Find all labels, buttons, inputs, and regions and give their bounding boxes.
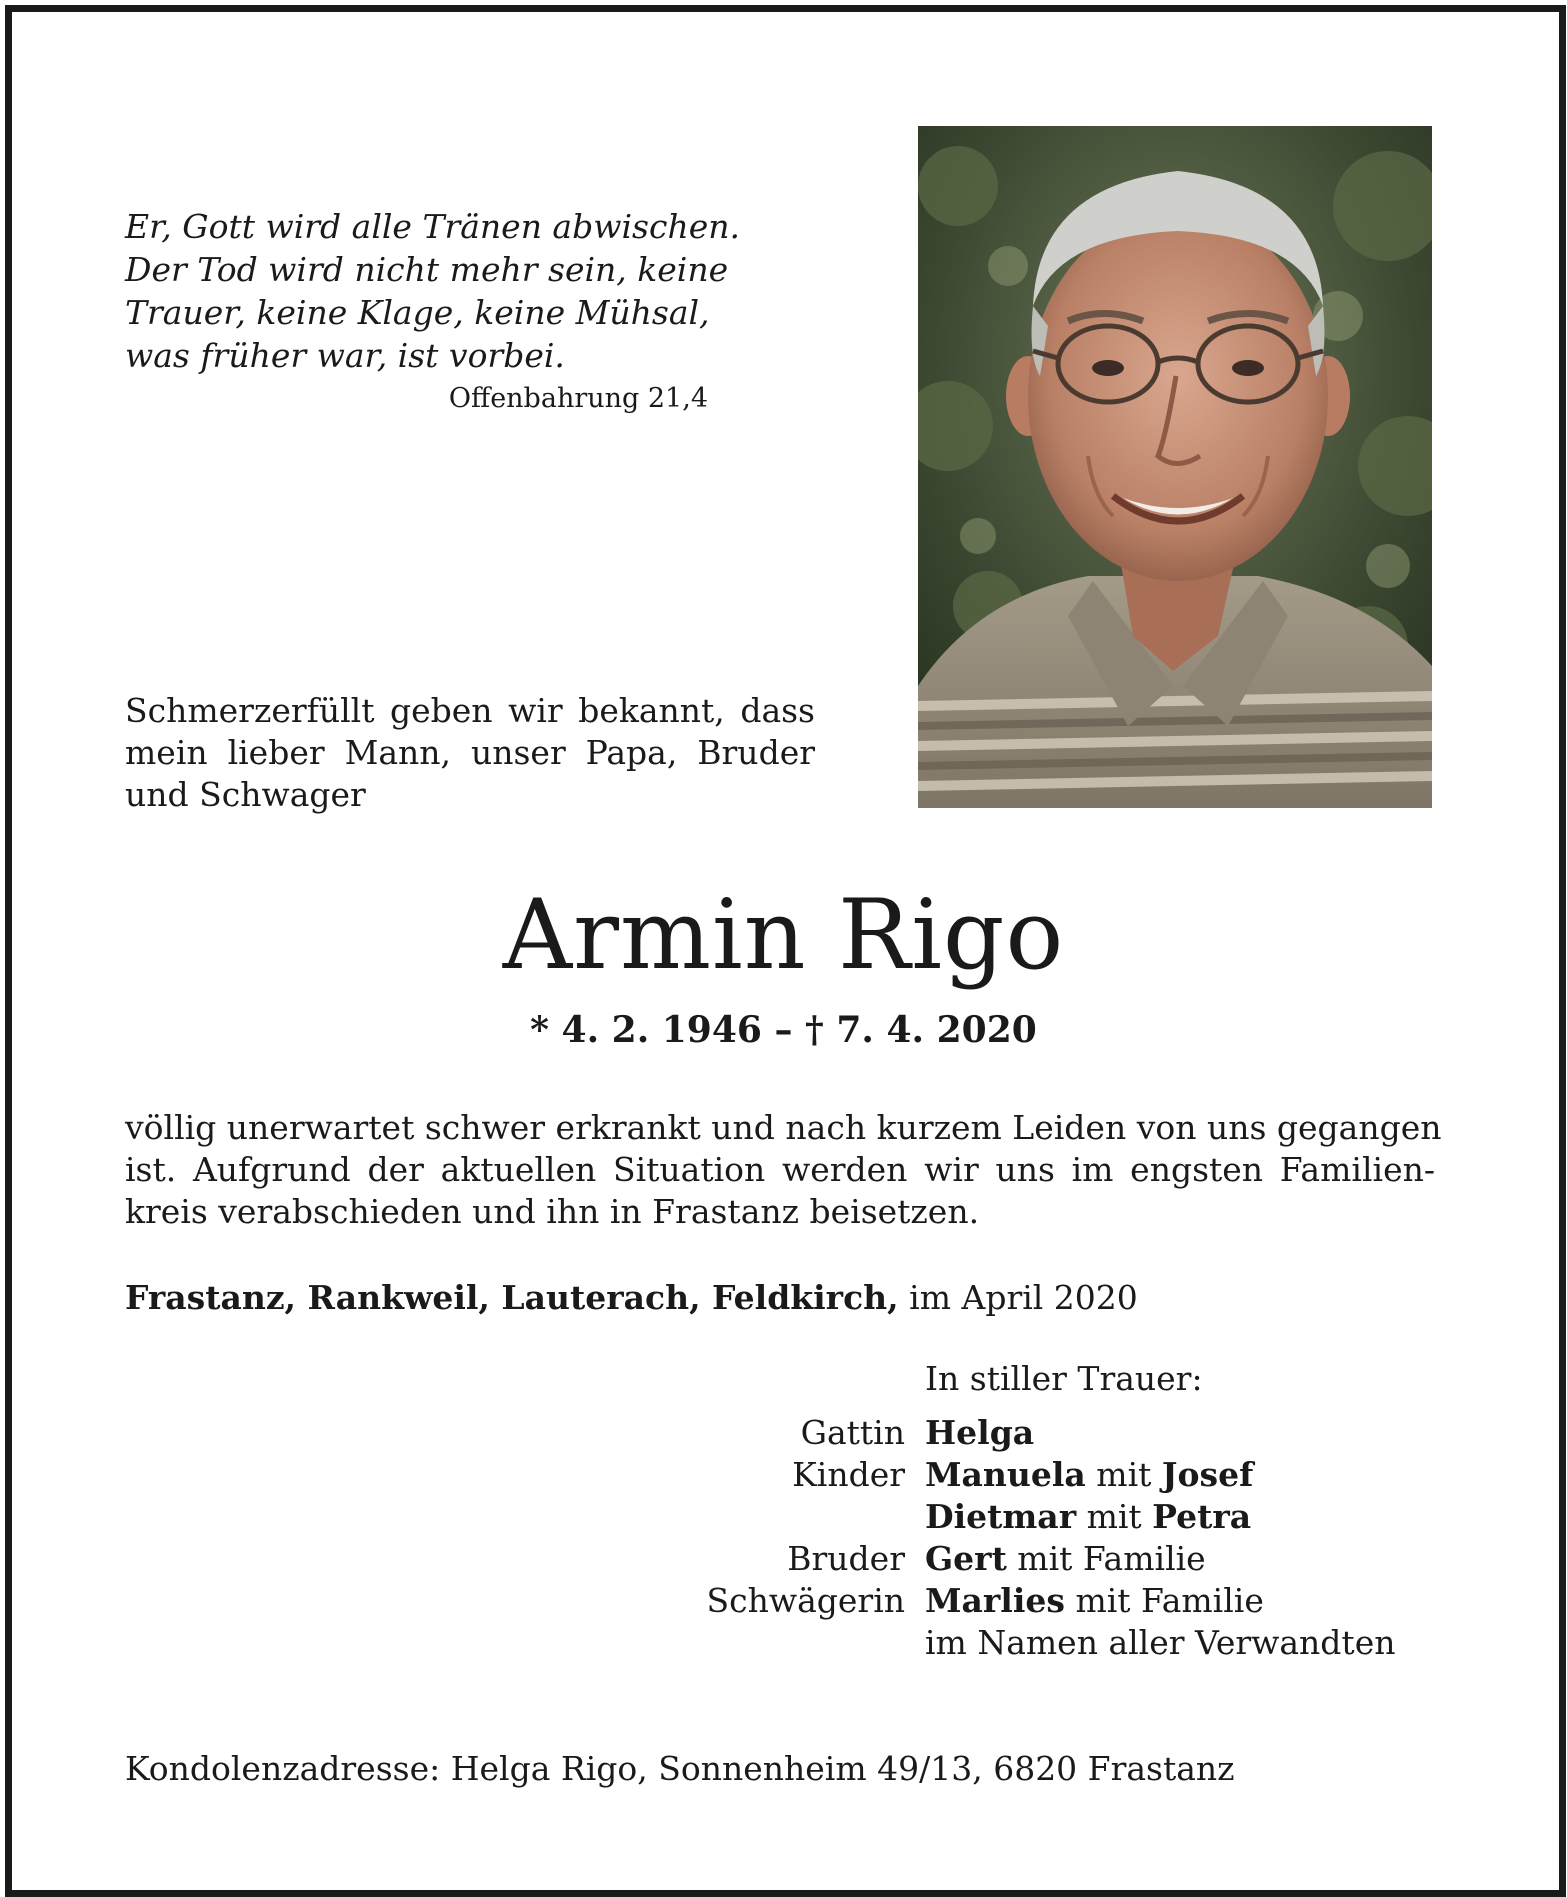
mourner-relation: Gattin: [800, 1413, 905, 1452]
mourner-row: [600, 1622, 1460, 1664]
portrait-image: [918, 126, 1432, 808]
quote-line: was früher war, ist vorbei.: [125, 336, 565, 375]
mourner-name: Gert: [925, 1539, 1007, 1578]
mourner-row: [600, 1454, 1460, 1496]
mourner-relation: Schwägerin: [706, 1581, 905, 1620]
mourner-names: [925, 1622, 1395, 1664]
announcement-body: [125, 1107, 1442, 1233]
mourner-name: Marlies: [925, 1581, 1065, 1620]
body-line: völlig unerwartet schwer erkrankt und nach kurzem Leiden von uns gegangen: [125, 1108, 1442, 1147]
mourner-name: Josef: [1161, 1455, 1254, 1494]
intro-line: mein lieber Mann, unser Papa, Bruder: [125, 733, 815, 772]
mourner-names: [925, 1454, 1253, 1496]
mourner-names: [925, 1496, 1251, 1538]
announcement-intro: [125, 690, 815, 816]
mourner-row: [600, 1496, 1460, 1538]
mourner-names: [925, 1580, 1264, 1622]
mourners-title: In stiller Trauer:: [925, 1359, 1203, 1398]
mourner-row: [600, 1412, 1460, 1454]
portrait-photo: [918, 126, 1432, 808]
condolence-address: Kondolenzadresse: Helga Rigo, Sonnenheim 49/13, 6820 Frastanz: [125, 1749, 1235, 1788]
intro-line: und Schwager: [125, 775, 366, 814]
mourner-connector: mit: [1076, 1497, 1153, 1536]
intro-line: Schmerzerfüllt geben wir bekannt, dass: [125, 691, 815, 730]
mourner-name: Petra: [1152, 1497, 1252, 1536]
mourner-tail: mit Familie: [1006, 1539, 1206, 1578]
mourner-tail: mit Familie: [1064, 1581, 1264, 1620]
mourners-list: [600, 1412, 1460, 1664]
date-text: im April 2020: [898, 1278, 1138, 1317]
mourner-names: [925, 1538, 1206, 1580]
bible-quote: [125, 205, 745, 377]
mourner-relation: Kinder: [792, 1455, 905, 1494]
quote-reference: Offenbahrung 21,4: [448, 383, 708, 414]
mourner-tail: im Namen aller Verwandten: [925, 1623, 1396, 1662]
deceased-name: Armin Rigo: [502, 879, 1065, 991]
quote-line: Der Tod wird nicht mehr sein, keine: [125, 250, 729, 289]
mourner-connector: mit: [1085, 1455, 1162, 1494]
places-list: Frastanz, Rankweil, Lauterach, Feldkirch,: [125, 1278, 899, 1317]
quote-line: Trauer, keine Klage, keine Mühsal,: [125, 293, 710, 332]
mourner-row: [600, 1580, 1460, 1622]
places-date: [125, 1277, 1435, 1319]
body-line: kreis verabschieden und ihn in Frastanz beisetzen.: [125, 1192, 980, 1231]
mourner-name: Helga: [925, 1413, 1035, 1452]
mourner-name: Dietmar: [925, 1497, 1077, 1536]
mourner-names: [925, 1412, 1034, 1454]
mourner-relation: [600, 1496, 925, 1538]
mourner-relation: [600, 1622, 925, 1664]
life-dates: * 4. 2. 1946 – † 7. 4. 2020: [530, 1009, 1037, 1051]
mourner-row: [600, 1538, 1460, 1580]
body-line: ist. Aufgrund der aktuellen Situation werden wir uns im engsten Familien-: [125, 1150, 1435, 1189]
quote-line: Er, Gott wird alle Tränen abwischen.: [125, 207, 740, 246]
mourner-relation: Bruder: [787, 1539, 905, 1578]
mourner-name: Manuela: [925, 1455, 1086, 1494]
